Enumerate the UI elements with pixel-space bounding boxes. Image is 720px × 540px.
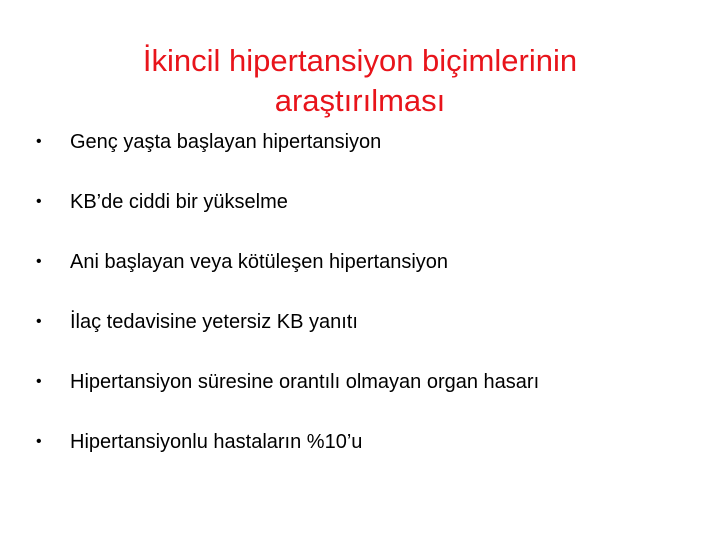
bullet-item xyxy=(36,422,696,482)
bullet-text: Hipertansiyon süresine orantılı olmayan organ hasarı xyxy=(70,371,540,393)
bullet-text: İlaç tedavisine yetersiz KB yanıtı xyxy=(70,311,358,333)
bullet-icon: • xyxy=(36,433,42,450)
bullet-icon: • xyxy=(36,373,42,390)
slide-title-line-1: İkincil hipertansiyon biçimlerinin xyxy=(142,42,578,78)
bullet-icon: • xyxy=(36,253,42,270)
bullet-item xyxy=(36,122,696,182)
bullet-item xyxy=(36,182,696,242)
bullet-text: KB’de ciddi bir yükselme xyxy=(70,191,288,213)
bullet-list xyxy=(36,122,696,482)
bullet-text: Ani başlayan veya kötüleşen hipertansiyon xyxy=(70,251,449,273)
bullet-item xyxy=(36,242,696,302)
bullet-text: Hipertansiyonlu hastaların %10’u xyxy=(70,431,363,453)
slide-title-line-2: araştırılması xyxy=(274,82,446,118)
slide-title xyxy=(60,41,660,121)
bullet-text: Genç yaşta başlayan hipertansiyon xyxy=(70,131,382,153)
bullet-icon: • xyxy=(36,133,42,150)
bullet-icon: • xyxy=(36,193,42,210)
bullet-item xyxy=(36,362,696,422)
bullet-item xyxy=(36,302,696,362)
bullet-icon: • xyxy=(36,313,42,330)
